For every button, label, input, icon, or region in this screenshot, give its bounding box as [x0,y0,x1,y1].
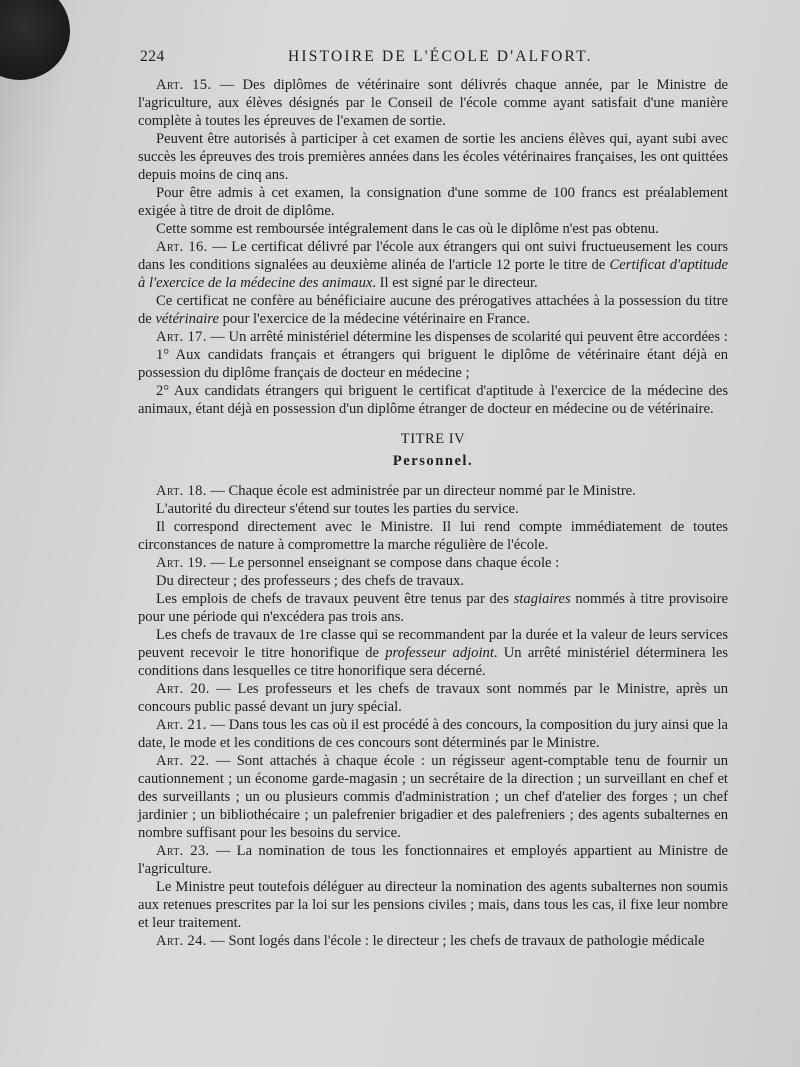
paragraph-text: — Des diplômes de vétérinaire sont délivrés chaque année, par le Ministre de l'agriculture, aux élèves désignés par le Conseil de l'école comme ayant satisfait d'une manière complète à toutes les épreuves de l'examen de sortie. [138,77,729,129]
article-label: Art. 21. [156,717,207,733]
article-label: Art. 19. [156,555,207,571]
article-label: Art. 22. [156,753,210,769]
paragraph-text-continued: . Un arrêté ministériel déterminera les conditions dans lesquelles ce titre honorifique sera décerné. [138,645,728,679]
paragraph-text: — Le personnel enseignant se compose dans chaque école : [206,555,560,571]
paragraph-text: Les chefs de travaux de 1re classe qui se recommandent par la durée et la valeur de leurs services peuvent recevoir le titre honorifique de [138,627,728,661]
article-label: Art. 20. [156,681,210,697]
italic-term: stagiaires [513,591,571,607]
paragraph-text: — Dans tous les cas où il est procédé à des concours, la composition du jury ainsi que la date, le mode et les conditions de ces concours sont déterminés par le Ministre. [138,717,728,751]
paragraph [138,626,728,680]
paragraph-text: — Le certificat délivré par l'école aux étrangers qui ont suivi fructueusement les cours dans les conditions signalées au deuxième alinéa de l'article 12 porte le titre de [138,239,728,273]
section-personnel-articles [138,482,728,950]
paragraph [138,680,728,716]
paragraph-text: Ce certificat ne confère au bénéficiaire aucune des prérogatives attachées à la possession du titre de [138,293,728,327]
paragraph [138,184,728,220]
paragraph-text: 2° Aux candidats étrangers qui briguent le certificat d'aptitude à l'exercice de la médecine des animaux, étant déjà en possession d'un diplôme étranger de docteur en médecine ou de vétérinaire. [138,383,728,417]
paragraph-text: — Chaque école est administrée par un directeur nommé par le Ministre. [206,483,636,499]
paragraph [138,292,728,328]
paragraph-text: Pour être admis à cet examen, la consignation d'une somme de 100 francs est préalablement exigée à titre de droit de diplôme. [138,185,728,219]
paragraph [138,932,728,950]
paragraph-text: — La nomination de tous les fonctionnaires et employés appartient au Ministre de l'agriculture. [138,843,728,877]
paragraph-text: Peuvent être autorisés à participer à cet examen de sortie les anciens élèves qui, ayant subi avec succès les épreuves des trois premières années dans les écoles vétérinaires françaises, les ont quittées depuis moins de cinq ans. [138,131,728,183]
paragraph [138,500,728,518]
title-block [138,428,728,472]
paragraph [138,878,728,932]
paragraph-text: — Sont attachés à chaque école : un régisseur agent-comptable tenu de fournir un cautionnement ; un économe garde-magasin ; un secrétaire de la direction ; un surveillant en chef et des surveillants ; un ou plusieurs commis d'administration ; un chef d'atelier des forges ; un chef jardinier ; un bibliothécaire ; un palefrenier brigadier et des palefreniers ; des agents subalternes en nombre suffisant pour les besoins du service. [138,753,728,841]
paragraph [138,590,728,626]
paragraph [138,554,728,572]
paragraph [138,572,728,590]
article-label: Art. 15. [156,77,212,93]
article-label: Art. 24. [156,933,207,949]
paragraph-text-continued: pour l'exercice de la médecine vétérinaire en France. [218,311,530,327]
paragraph-text: 1° Aux candidats français et étrangers qui briguent le diplôme de vétérinaire étant déjà en possession du diplôme français de docteur en médecine ; [138,347,728,381]
section-articles-15-17 [138,76,728,418]
paragraph [138,716,728,752]
article-label: Art. 18. [156,483,207,499]
paragraph-text: Du directeur ; des professeurs ; des chefs de travaux. [156,573,464,589]
paragraph [138,130,728,184]
paragraph-text: — Sont logés dans l'école : le directeur ; les chefs de travaux de pathologie médicale [206,933,705,949]
paragraph [138,76,728,130]
paragraph [138,518,728,554]
paragraph [138,220,728,238]
paragraph [138,752,728,842]
paragraph [138,482,728,500]
paragraph [138,382,728,418]
article-label: Art. 16. [156,239,208,255]
italic-term: Certificat d'aptitude à l'exercice de la médecine des animaux [138,257,728,291]
paragraph-text: Il correspond directement avec le Ministre. Il lui rend compte immédiatement de toutes circonstances de nature à compromettre la marche régulière de l'école. [138,519,728,553]
paragraph [138,842,728,878]
paragraph [138,346,728,382]
paragraph-text: Cette somme est remboursée intégralement dans le cas où le diplôme n'est pas obtenu. [156,221,659,237]
page-number: 224 [140,48,165,65]
paragraph [138,238,728,292]
running-title: HISTOIRE DE L'ÉCOLE D'ALFORT. [288,48,593,65]
italic-term: professeur adjoint [385,645,494,661]
paragraph-text: L'autorité du directeur s'étend sur toutes les parties du service. [156,501,519,517]
article-label: Art. 23. [156,843,210,859]
paragraph-text-continued: nommés à titre provisoire pour une période qui n'excédera pas trois ans. [138,591,728,625]
paragraph-text: — Les professeurs et les chefs de travaux sont nommés par le Ministre, après un concours public passé devant un jury spécial. [138,681,728,715]
titre-heading: TITRE IV [400,431,466,447]
article-label: Art. 17. [156,329,207,345]
paragraph-text: — Un arrêté ministériel détermine les dispenses de scolarité qui peuvent être accordées : [206,329,728,345]
paragraph [138,328,728,346]
section-heading: Personnel. [392,453,474,469]
running-header [0,46,800,74]
page-body [138,76,728,950]
paragraph-text: Le Ministre peut toutefois déléguer au directeur la nomination des agents subalternes non soumis aux retenues prescrites par la loi sur les pensions civiles ; mais, dans tous les cas, il fixe leur nombre et leur traitement. [138,879,728,931]
paragraph-text-continued: . Il est signé par le directeur. [372,275,538,291]
italic-term: vétérinaire [155,311,219,327]
paragraph-text: Les emplois de chefs de travaux peuvent être tenus par des [156,591,514,607]
